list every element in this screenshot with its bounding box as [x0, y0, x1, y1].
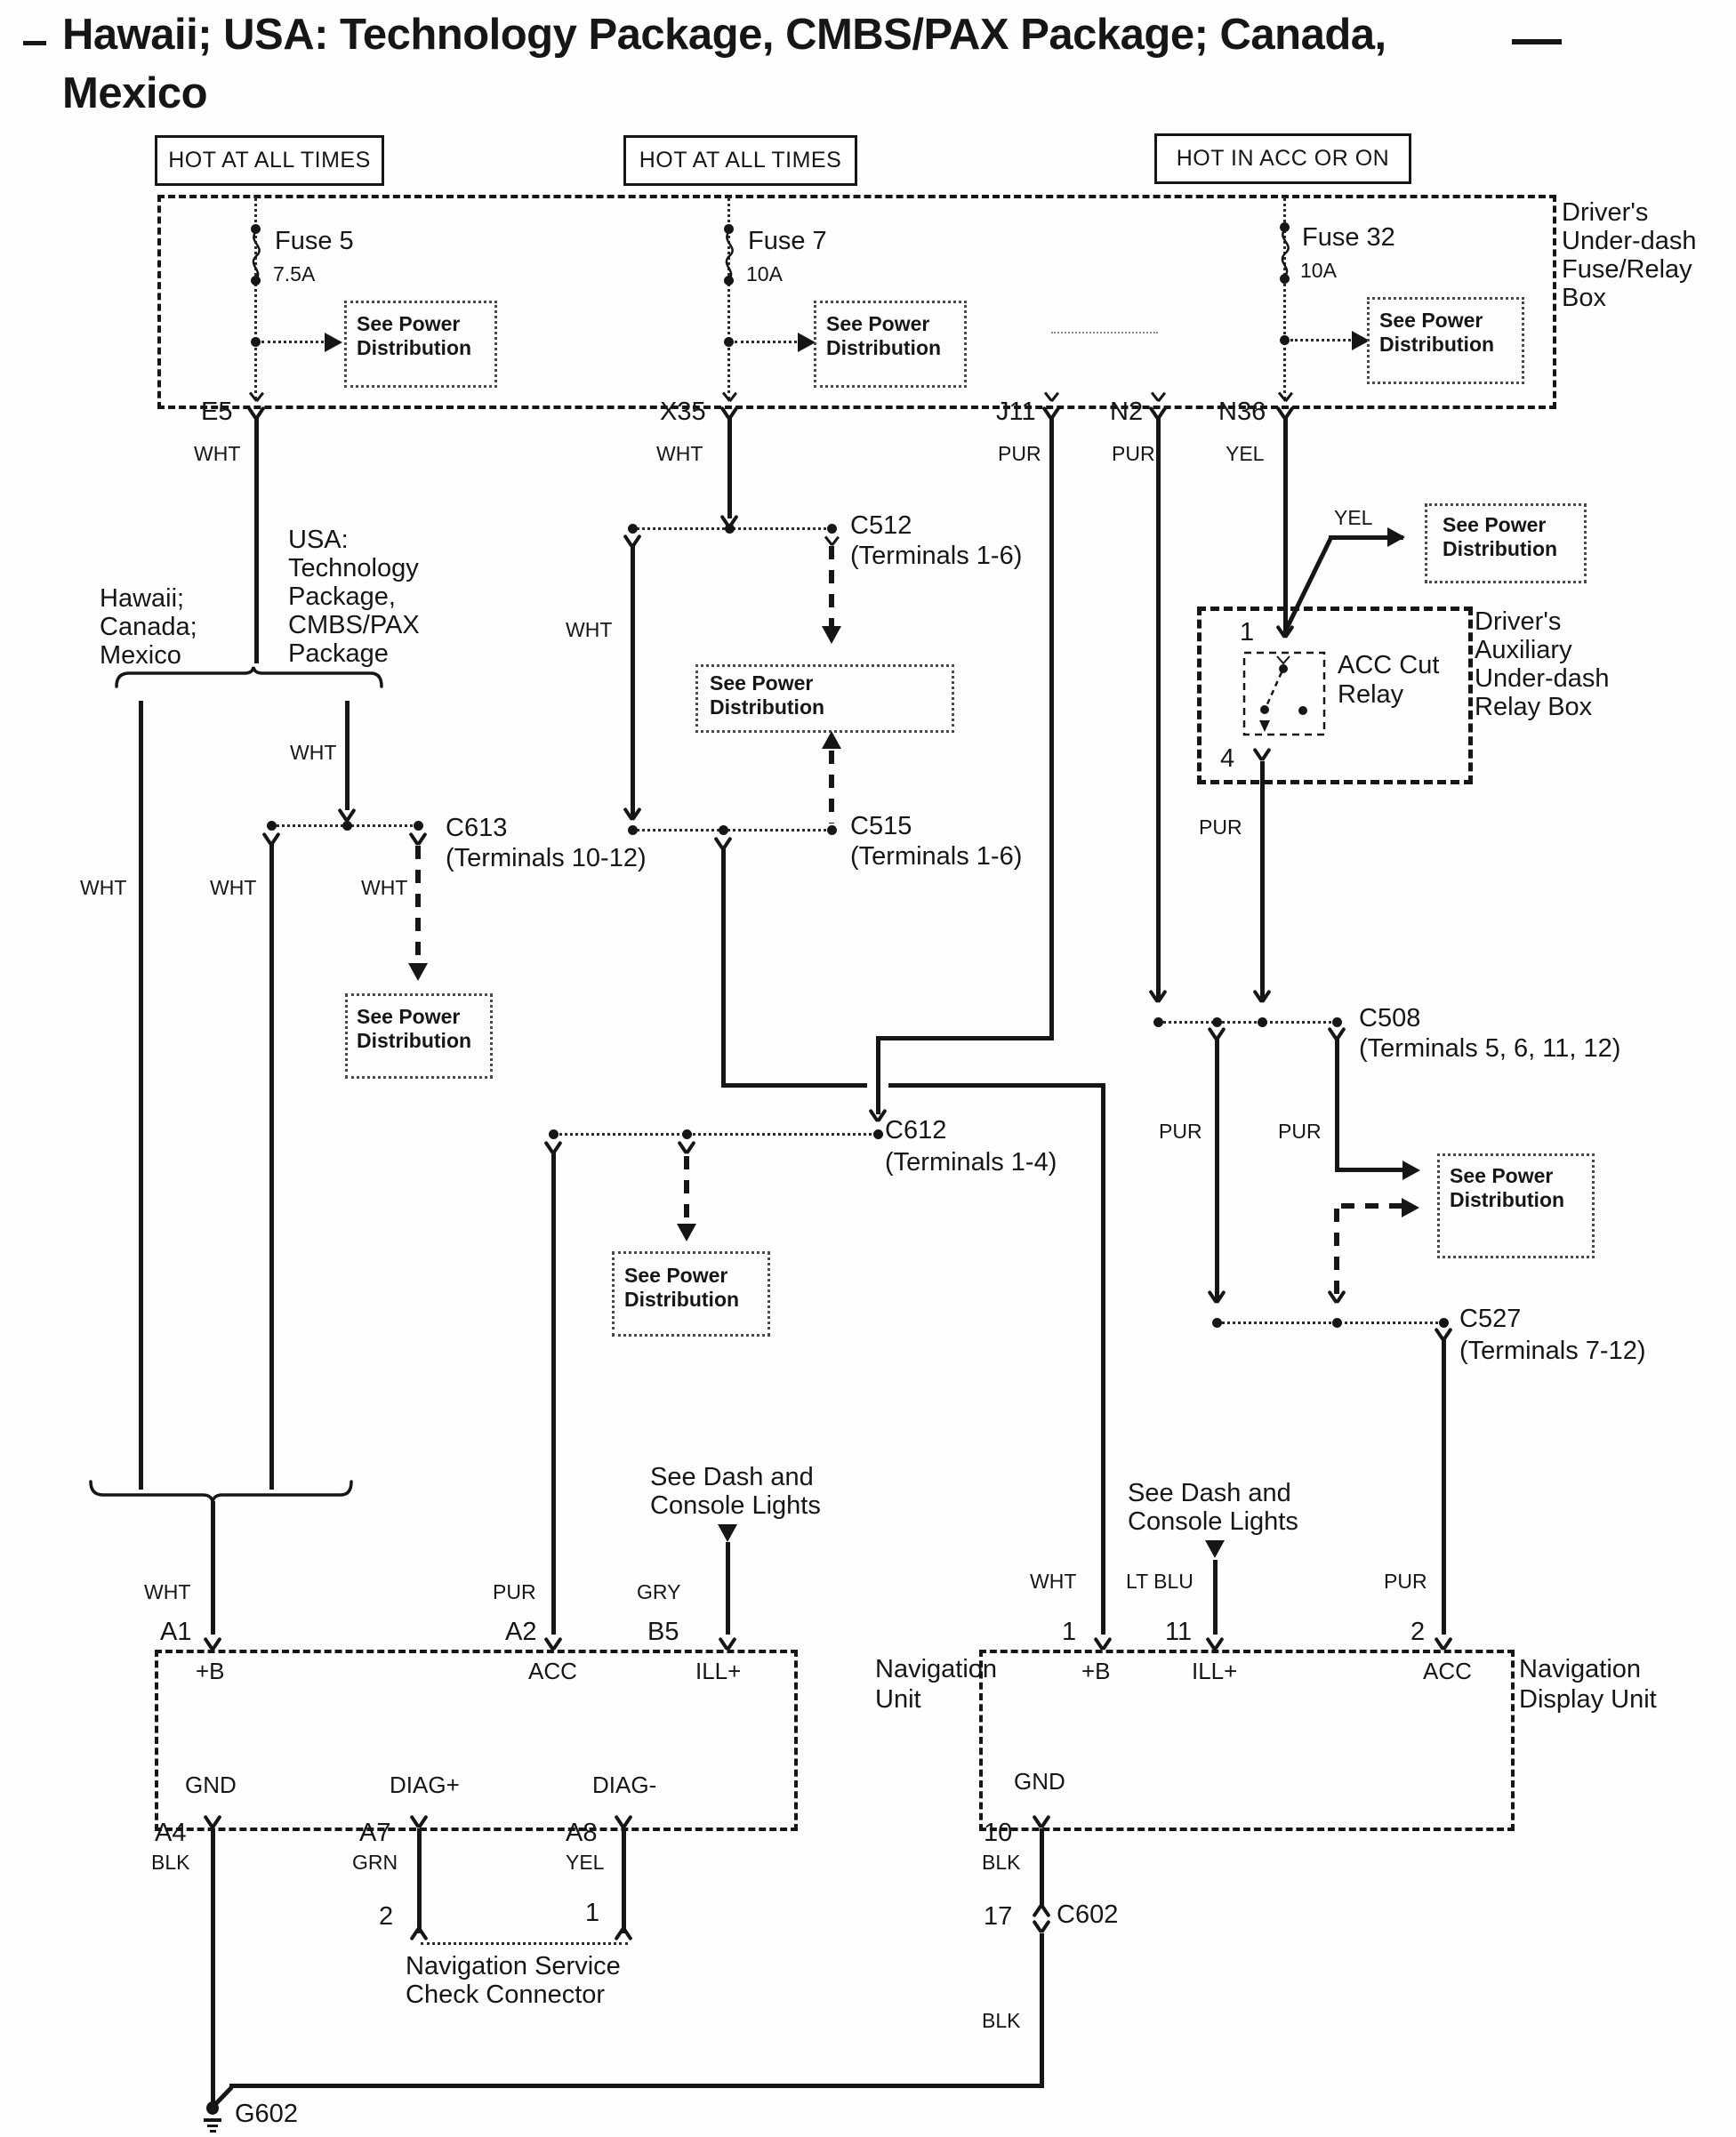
wire-navdisp-ill — [1213, 1560, 1218, 1635]
navunit-diagp-label: DIAG+ — [390, 1771, 460, 1798]
navdisp-pin-2: 2 — [1410, 1618, 1426, 1646]
wire-navdisp-gnd-lower — [1040, 1933, 1044, 2086]
navunit-pb-label: +B — [196, 1658, 225, 1684]
region-hawaii-1: Hawaii; — [100, 584, 185, 613]
c515-label: C515 — [850, 812, 912, 840]
c613-left-branch-connector — [261, 832, 281, 845]
wire-j11-drop — [876, 1036, 880, 1114]
see-power-7-l2: Distribution — [1443, 537, 1558, 560]
fuse7-arrow-icon — [798, 333, 816, 352]
navunit-a7-connector — [409, 1814, 429, 1828]
navdisp-p2-connector — [1434, 1636, 1453, 1650]
relay-pin4-connector — [1252, 747, 1272, 760]
wire-c508-branch1 — [1215, 1039, 1219, 1302]
pin-n36-label: N36 — [1218, 398, 1266, 426]
navunit-gnd-label: GND — [185, 1771, 237, 1798]
c613-seepower-dashed-wire — [415, 846, 421, 963]
c512-down-vmark — [824, 535, 840, 545]
merge-brace-bottom — [89, 1480, 353, 1503]
j11-exit-vmark — [1043, 391, 1059, 401]
c602-pin17-label: 17 — [984, 1902, 1013, 1931]
fuse7-bottom-dot — [724, 276, 734, 285]
fuse32-exit-vmark — [1277, 391, 1293, 401]
fuse5-branch-wire — [261, 341, 324, 343]
n2-end-connector — [1148, 989, 1168, 1002]
c613-dot-mid — [342, 821, 352, 831]
c512-seepower-arrow-icon — [822, 626, 841, 644]
wire-navunit-ill — [726, 1542, 730, 1635]
wire-hawaii-branch — [139, 701, 143, 1490]
wire-navunit-pb — [211, 1501, 215, 1635]
c613-right-branch-connector — [408, 832, 428, 845]
dash-lights-right-l1: See Dash and — [1128, 1479, 1291, 1507]
fuse-box-label-4: Box — [1562, 284, 1606, 312]
navunit-title-l2: Unit — [875, 1685, 921, 1714]
navunit-pin-a4: A4 — [155, 1819, 187, 1847]
relay-box-label-4: Relay Box — [1475, 693, 1593, 721]
wire-color-wht-1: WHT — [80, 876, 127, 899]
navdisp-ill-label: ILL+ — [1192, 1658, 1238, 1684]
see-power-3-l2: Distribution — [1379, 333, 1495, 356]
navunit-a7-color: GRN — [352, 1851, 398, 1874]
pin-n2-connector — [1148, 406, 1168, 419]
navdisp-gnd-color-1: BLK — [982, 1851, 1021, 1874]
pin-x35-label: X35 — [660, 398, 706, 426]
navunit-acc-label: ACC — [528, 1658, 577, 1684]
navunit-ill-color: GRY — [637, 1580, 681, 1603]
navunit-pb-color: WHT — [144, 1580, 191, 1603]
wire-color-wht-2: WHT — [210, 876, 257, 899]
fuse5-name: Fuse 5 — [275, 227, 354, 255]
power-tag-2 — [623, 135, 857, 186]
c508-dot-3 — [1258, 1017, 1267, 1027]
c613-label: C613 — [446, 814, 508, 842]
wire-color-wht-4: WHT — [290, 741, 337, 764]
svc-pin1-connector — [614, 1928, 633, 1941]
fuse-box-label-2: Under-dash — [1562, 227, 1697, 255]
ground-bar-1 — [204, 2118, 221, 2122]
see-power-2-l2: Distribution — [826, 336, 942, 359]
aux-relay-box — [1197, 607, 1473, 784]
relay-box-label-2: Auxiliary — [1475, 636, 1572, 664]
power-tag-1 — [155, 135, 384, 186]
wire-x35-jog-left — [721, 1083, 867, 1088]
c508-label: C508 — [1359, 1004, 1421, 1032]
service-connector-l2: Check Connector — [406, 1980, 606, 2009]
navunit-a2-connector — [543, 1636, 563, 1650]
dash-lights-left-l2: Console Lights — [650, 1491, 821, 1520]
usa-branch-end-connector — [337, 807, 357, 821]
navdisp-pin-11: 11 — [1165, 1618, 1193, 1646]
navunit-acc-color: PUR — [493, 1580, 536, 1603]
see-power-2-l1: See Power — [826, 312, 930, 335]
c527-seepower-dashed-vert — [1334, 1209, 1339, 1297]
navdisp-acc-label: ACC — [1423, 1658, 1472, 1684]
fuse5-exit-vmark — [248, 391, 264, 401]
fuse-box-label-1: Driver's — [1562, 198, 1649, 227]
see-power-7-l1: See Power — [1443, 513, 1547, 536]
wire-j11 — [1049, 418, 1054, 1040]
navunit-pin-a1: A1 — [160, 1618, 192, 1646]
c515-left-end-connector — [623, 807, 642, 820]
see-power-4-l1: See Power — [357, 1005, 461, 1028]
svc-pin2-connector — [409, 1928, 429, 1941]
wire-x35-jog-right — [888, 1083, 1105, 1088]
relay-box-label-3: Under-dash — [1475, 664, 1610, 693]
fuse32-branch-wire — [1290, 339, 1351, 341]
see-power-5-l1: See Power — [710, 671, 814, 695]
see-power-5-l2: Distribution — [710, 695, 825, 719]
svc-pin1-label: 1 — [585, 1899, 600, 1927]
relay-pin1-label: 1 — [1240, 618, 1255, 647]
navunit-a8-color: YEL — [566, 1851, 605, 1874]
navunit-diagm-label: DIAG- — [592, 1771, 657, 1798]
navunit-pin-a2: A2 — [505, 1618, 537, 1646]
c602-bottom-connector — [1032, 1919, 1051, 1932]
c512-dot-right — [827, 524, 837, 534]
pin-e5-label: E5 — [201, 398, 233, 426]
see-power-8-l1: See Power — [1450, 1164, 1554, 1187]
page-title-line1: Hawaii; USA: Technology Package, CMBS/PAX Package; Canada, — [62, 11, 1386, 59]
wire-diag-plus — [417, 1828, 422, 1933]
c612-dot-left — [549, 1129, 559, 1139]
c613-dot-left — [267, 821, 277, 831]
fuse7-branch-wire — [735, 341, 797, 343]
page-title-line2: Mexico — [62, 69, 208, 117]
yel-seepower-arrow-icon — [1387, 527, 1405, 547]
navdisp-p11-connector — [1205, 1636, 1225, 1650]
service-connector-l1: Navigation Service — [406, 1952, 621, 1980]
fuse5-rating: 7.5A — [273, 262, 316, 285]
navunit-a8-connector — [614, 1814, 633, 1828]
ground-bar-2 — [207, 2125, 218, 2127]
navdisp-p10-connector — [1032, 1814, 1051, 1828]
c515-seepower-arrow-icon — [822, 731, 841, 749]
fuse-box-label-3: Fuse/Relay — [1562, 255, 1692, 284]
c612-connector-line — [553, 1133, 878, 1136]
svc-pin2-label: 2 — [379, 1902, 394, 1931]
c527-seepower-arrow-icon — [1402, 1198, 1419, 1217]
c515-connector-line — [632, 829, 832, 832]
navdisp-pin-1: 1 — [1062, 1618, 1077, 1646]
see-power-6-l2: Distribution — [624, 1288, 740, 1311]
c508-terminals: (Terminals 5, 6, 11, 12) — [1359, 1034, 1621, 1063]
navunit-pin-a8: A8 — [566, 1819, 598, 1847]
navunit-pin-b5: B5 — [647, 1618, 679, 1646]
fuse7-symbol — [720, 229, 738, 281]
see-power-3-l1: See Power — [1379, 309, 1483, 332]
c508-dot-1 — [1153, 1017, 1163, 1027]
navdisp-gnd-color-2: BLK — [982, 2009, 1021, 2032]
c527-label: C527 — [1459, 1305, 1522, 1333]
dash-lights-left-arrow-icon — [718, 1524, 737, 1542]
power-tag-1-label: HOT AT ALL TIMES — [168, 148, 371, 173]
wire-x35-color: WHT — [656, 442, 703, 465]
wire-n2-color: PUR — [1112, 442, 1155, 465]
wire-x35 — [727, 418, 732, 518]
region-usa-4: CMBS/PAX — [288, 611, 420, 639]
see-power-4-l2: Distribution — [357, 1029, 472, 1052]
c512-left-branch-connector — [623, 534, 642, 547]
navunit-pin-a7: A7 — [359, 1819, 391, 1847]
pin-n36-connector — [1275, 406, 1295, 419]
fuse7-branch-dot — [724, 337, 734, 347]
ground-dot — [206, 2101, 219, 2115]
navdisp-acc-color: PUR — [1384, 1570, 1427, 1593]
wire-j11-jog — [876, 1036, 1054, 1040]
region-hawaii-3: Mexico — [100, 641, 181, 670]
pin-j11-connector — [1041, 406, 1061, 419]
see-power-1-l1: See Power — [357, 312, 461, 335]
c527-seepower-dashed-horiz — [1341, 1203, 1402, 1209]
c613-terminals: (Terminals 10-12) — [446, 844, 647, 872]
fuse5-branch-dot — [251, 337, 261, 347]
wire-color-wht-3: WHT — [361, 876, 408, 899]
navdisp-ill-color: LT BLU — [1126, 1570, 1194, 1593]
relay-name-l2: Relay — [1338, 680, 1404, 709]
fuse7-rating: 10A — [746, 262, 783, 285]
wire-relay-out — [1260, 761, 1265, 1000]
wire-j11-color: PUR — [998, 442, 1041, 465]
c527-out-connector — [1434, 1327, 1453, 1340]
c515-mid-branch-connector — [713, 836, 733, 849]
wire-usa-branch — [345, 701, 350, 810]
wire-e5-color: WHT — [194, 442, 241, 465]
relay-out-end-connector — [1252, 989, 1272, 1002]
c512-label: C512 — [850, 511, 912, 540]
c508-seepower-arrow-icon — [1402, 1161, 1420, 1180]
region-hawaii-2: Canada; — [100, 613, 197, 641]
navunit-title-l1: Navigation — [875, 1655, 998, 1683]
pin-e5-connector — [246, 406, 266, 419]
c612-label: C612 — [885, 1116, 947, 1145]
fuse32-bottom-dot — [1280, 274, 1290, 284]
wire-c508-branch2-horiz — [1335, 1168, 1404, 1172]
c527-dot-2 — [1332, 1318, 1342, 1328]
navunit-a4-color: BLK — [151, 1851, 190, 1874]
wire-color-pur-1: PUR — [1159, 1120, 1202, 1143]
title-right-tick — [1512, 39, 1562, 44]
wire-c508-branch2 — [1335, 1039, 1339, 1172]
navdisp-pb-label: +B — [1081, 1658, 1111, 1684]
c613-dot-right — [414, 821, 423, 831]
c612-left-branch-connector — [543, 1140, 563, 1153]
wire-navdisp-pb — [1101, 1083, 1105, 1635]
c527-connector-line — [1217, 1322, 1443, 1324]
n2-exit-vmark — [1150, 391, 1166, 401]
navdisp-gnd-label: GND — [1014, 1768, 1065, 1795]
fuse32-branch-dot — [1280, 335, 1290, 345]
wire-navdisp-acc — [1442, 1339, 1446, 1635]
fuse32-rating: 10A — [1300, 259, 1337, 282]
pin-j11-label: J11 — [996, 398, 1036, 426]
wire-diag-minus — [622, 1828, 626, 1933]
navunit-a1-connector — [203, 1636, 222, 1650]
c508-branch2-connector — [1327, 1026, 1346, 1040]
wire-n2 — [1156, 418, 1161, 1000]
c508-branch1-connector — [1207, 1026, 1226, 1040]
c515-terminals: (Terminals 1-6) — [850, 842, 1023, 871]
see-power-1-l2: Distribution — [357, 336, 472, 359]
c515-dot-mid — [719, 825, 728, 835]
wire-n36 — [1283, 418, 1288, 637]
c527-left-end-connector — [1207, 1289, 1226, 1303]
navdisp-title-l1: Navigation — [1519, 1655, 1642, 1683]
c612-seepower-dashed-wire — [684, 1156, 689, 1224]
acc-cut-relay-symbol — [1242, 651, 1327, 737]
fuse5-bottom-dot — [251, 276, 261, 285]
fuse5-symbol — [247, 229, 265, 281]
dash-lights-left-l1: See Dash and — [650, 1463, 814, 1491]
wire-yel-label: YEL — [1334, 506, 1373, 529]
navunit-a4-connector — [203, 1814, 222, 1828]
fuse5-arrow-icon — [325, 333, 342, 352]
region-usa-5: Package — [288, 639, 389, 668]
wire-color-pur-2: PUR — [1278, 1120, 1322, 1143]
c508-connector-line — [1158, 1021, 1337, 1024]
wire-ground-bus — [229, 2084, 1044, 2088]
c602-label: C602 — [1057, 1900, 1119, 1929]
pin-x35-connector — [719, 406, 739, 419]
wire-color-wht-5: WHT — [566, 618, 613, 641]
wire-c515-mid-branch — [721, 848, 726, 1085]
navunit-ill-label: ILL+ — [695, 1658, 742, 1684]
wire-navunit-acc — [551, 1153, 556, 1635]
c512-seepower-dashed-wire — [829, 546, 834, 628]
c613-seepower-arrow-icon — [408, 963, 428, 981]
c527-dashed-end-connector — [1327, 1289, 1346, 1303]
c515-dot-right — [827, 825, 837, 835]
fuse7-name: Fuse 7 — [748, 227, 827, 255]
dash-lights-right-arrow-icon — [1205, 1540, 1225, 1558]
c512-dot-left — [628, 524, 638, 534]
relay-name-l1: ACC Cut — [1338, 651, 1440, 679]
wire-navunit-gnd — [211, 1828, 215, 2102]
j11-n2-dotted-tie — [1051, 332, 1158, 333]
fuse7-exit-vmark — [721, 391, 737, 401]
wire-c512-left-branch — [631, 546, 635, 819]
c515-dot-left — [628, 825, 638, 835]
see-power-6-l1: See Power — [624, 1264, 728, 1287]
region-usa-1: USA: — [288, 526, 349, 554]
power-tag-3 — [1154, 133, 1411, 184]
wire-e5 — [254, 418, 259, 663]
c512-terminals: (Terminals 1-6) — [850, 542, 1023, 570]
fuse32-name: Fuse 32 — [1302, 223, 1395, 252]
c527-terminals: (Terminals 7-12) — [1459, 1337, 1646, 1365]
region-usa-3: Package, — [288, 582, 396, 611]
power-tag-3-label: HOT IN ACC OR ON — [1176, 146, 1390, 171]
c515-seepower-dashed-wire — [829, 751, 834, 823]
pin-n2-label: N2 — [1110, 398, 1144, 426]
relay-pin1-connector — [1275, 624, 1295, 638]
navdisp-p1-connector — [1093, 1636, 1113, 1650]
power-tag-2-label: HOT AT ALL TIMES — [639, 148, 842, 173]
wire-n36-color: YEL — [1226, 442, 1265, 465]
c512-dot-mid — [725, 524, 735, 534]
ground-bar-3 — [210, 2130, 216, 2133]
c602-top-connector — [1032, 1905, 1051, 1918]
wire-navdisp-gnd-upper — [1040, 1828, 1044, 1908]
relay-box-label-1: Driver's — [1475, 607, 1562, 636]
c612-seepower-arrow-icon — [677, 1224, 696, 1241]
c612-dot-mid — [682, 1129, 692, 1139]
dash-lights-right-l2: Console Lights — [1128, 1507, 1298, 1536]
region-usa-2: Technology — [288, 554, 419, 582]
fuse32-symbol — [1276, 228, 1294, 277]
wire-relay-out-color: PUR — [1199, 815, 1242, 839]
see-power-8-l2: Distribution — [1450, 1188, 1565, 1211]
title-left-tick — [23, 41, 46, 45]
c612-terminals: (Terminals 1-4) — [885, 1148, 1057, 1177]
c527-dot-1 — [1212, 1318, 1222, 1328]
navunit-b5-connector — [718, 1636, 737, 1650]
navdisp-title-l2: Display Unit — [1519, 1685, 1657, 1714]
c612-dot-right — [873, 1129, 883, 1139]
wire-c613-left-branch — [269, 844, 274, 1490]
c612-mid-branch-connector — [677, 1140, 696, 1153]
relay-pin4-label: 4 — [1220, 744, 1235, 773]
service-connector-line — [421, 1942, 628, 1945]
navdisp-pin-10: 10 — [984, 1819, 1013, 1847]
g602-label: G602 — [235, 2100, 298, 2128]
navdisp-pb-color: WHT — [1030, 1570, 1077, 1593]
